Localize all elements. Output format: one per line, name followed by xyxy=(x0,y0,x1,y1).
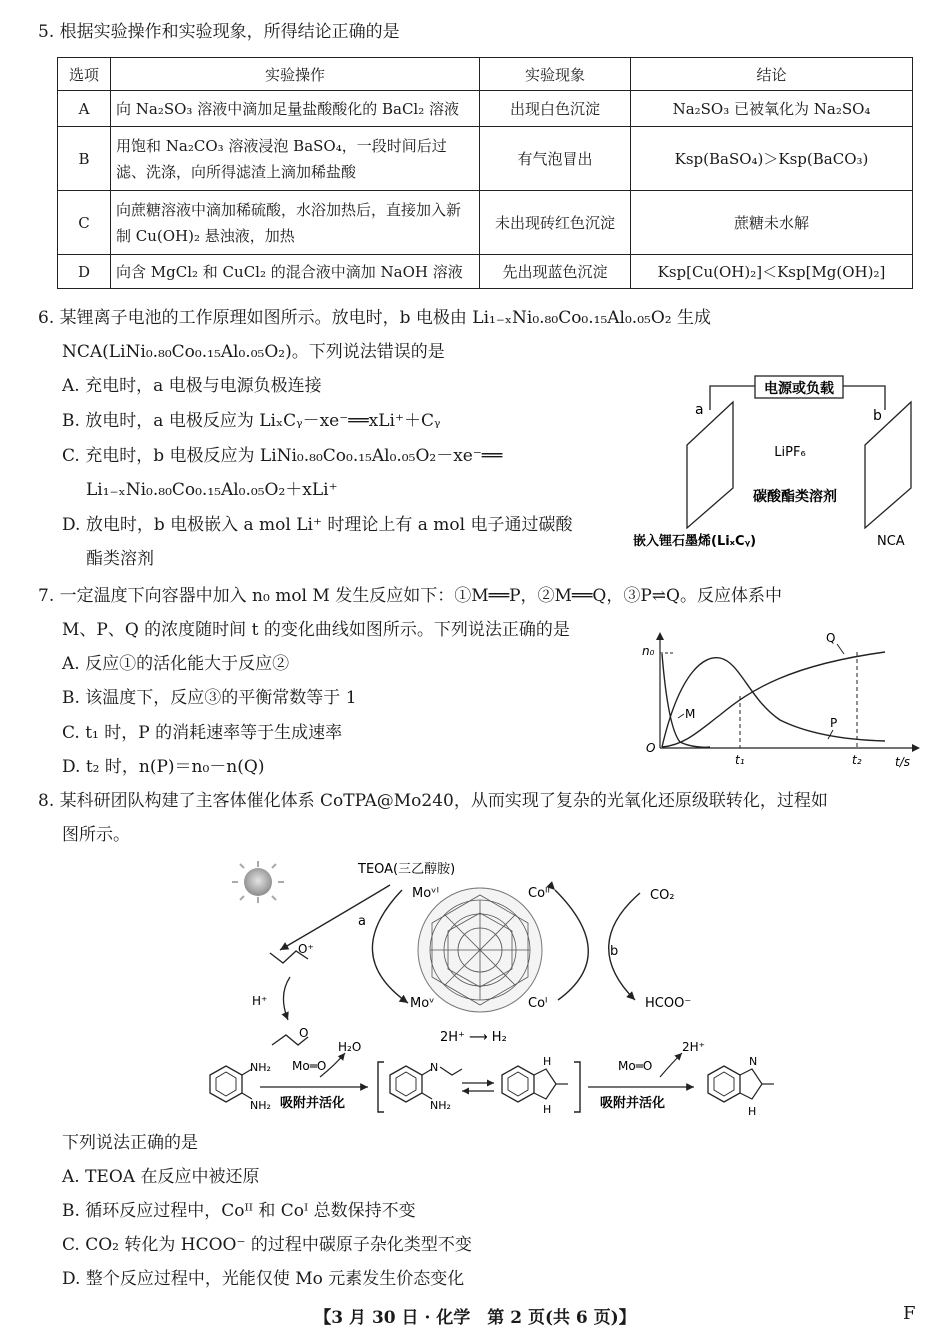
y-axis-label: n₀ xyxy=(642,644,655,658)
q6-option-a: A. 充电时，a 电极与电源负极连接 xyxy=(62,376,322,396)
cycle-a-label: a xyxy=(358,914,366,929)
electrode-a-plate xyxy=(687,402,733,528)
row-operation: 向蔗糖溶液中滴加稀硫酸，水浴加热后，直接加入新制 Cu(OH)₂ 悬浊液，加热 xyxy=(111,191,480,255)
mo5-label: Moᵛ xyxy=(410,996,435,1011)
row-conclusion: Ksp[Cu(OH)₂]＜Ksp[Mg(OH)₂] xyxy=(631,255,913,289)
co1plus-label: Coᴵ xyxy=(528,996,548,1011)
photocatalysis-diagram xyxy=(190,855,790,1125)
adsorb-activate-1-label: 吸附并活化 xyxy=(280,1096,346,1111)
svg-text:N: N xyxy=(749,1055,758,1068)
lipf6-label: LiPF₆ xyxy=(774,445,806,460)
origin-label: O xyxy=(646,741,656,755)
row-phenomenon: 先出现蓝色沉淀 xyxy=(480,255,631,289)
series-p-label: P xyxy=(830,716,838,730)
row-option: C xyxy=(58,191,111,255)
acetaldehyde-molecule xyxy=(272,1026,308,1045)
two-protons-label: 2H⁺ xyxy=(682,1040,705,1054)
tick-t2: t₂ xyxy=(852,753,862,767)
row-conclusion: Na₂SO₃ 已被氧化为 Na₂SO₄ xyxy=(631,91,913,127)
row-conclusion: Ksp(BaSO₄)＞Ksp(BaCO₃) xyxy=(631,127,913,191)
electrode-a-label: a xyxy=(695,402,704,418)
q6-stem-line2: NCA(LiNi₀.₈₀Co₀.₁₅Al₀.₀₅O₂)。下列说法错误的是 xyxy=(62,342,445,362)
q8-stem-line2: 图所示。 xyxy=(62,825,130,845)
nca-label: NCA xyxy=(877,534,905,549)
q8-stem-line1: 8. 某科研团队构建了主客体催化体系 CoTPA@Mo240，从而实现了复杂的光氧化还原级联转化，过程如 xyxy=(38,791,828,811)
solvent-label: 碳酸酯类溶剂 xyxy=(753,489,837,505)
page-footer: 【3 月 30 日 · 化学 第 2 页(共 6 页)】 xyxy=(314,1308,636,1328)
q8-option-d: D. 整个反应过程中，光能仅使 Mo 元素发生价态变化 xyxy=(62,1269,465,1289)
q7-stem-line2: M、P、Q 的浓度随时间 t 的变化曲线如图所示。下列说法正确的是 xyxy=(62,620,570,640)
table-header-row xyxy=(58,58,913,91)
header-phenomenon: 实验现象 xyxy=(480,58,631,91)
q6-option-b: B. 放电时，a 电极反应为 LiₓCᵧ－xe⁻══xLi⁺＋Cᵧ xyxy=(62,411,441,431)
mo240-cluster-icon xyxy=(418,888,542,1012)
q6-option-d-line1: D. 放电时，b 电极嵌入 a mol Li⁺ 时理论上有 a mol 电子通过碳酸 xyxy=(62,515,573,535)
header-conclusion: 结论 xyxy=(631,58,913,91)
table-row xyxy=(58,127,913,191)
svg-text:H: H xyxy=(543,1055,552,1068)
q8-option-a: A. TEOA 在反应中被还原 xyxy=(62,1167,260,1187)
table-row xyxy=(58,91,913,127)
electrode-b-plate xyxy=(865,402,911,528)
q7-option-b: B. 该温度下，反应③的平衡常数等于 1 xyxy=(62,688,357,708)
row-phenomenon: 有气泡冒出 xyxy=(480,127,631,191)
adsorb-activate-2-label: 吸附并活化 xyxy=(600,1096,666,1111)
sun-icon xyxy=(232,861,284,903)
q8-option-c: C. CO₂ 转化为 HCOO⁻ 的过程中碳原子杂化类型不变 xyxy=(62,1235,472,1255)
co2plus-label: Coᴵᴵ xyxy=(528,886,550,901)
mo-oxo-1-label: Mo═O xyxy=(292,1059,327,1073)
q6-option-c-line2: Li₁₋ₓNi₀.₈₀Co₀.₁₅Al₀.₀₅O₂＋xLi⁺ xyxy=(86,480,338,500)
power-load-label: 电源或负载 xyxy=(764,381,834,397)
imine-intermediate xyxy=(390,1061,462,1112)
x-axis-label: t/s xyxy=(895,755,910,769)
svg-text:H: H xyxy=(748,1105,757,1118)
row-operation: 用饱和 Na₂CO₃ 溶液浸泡 BaSO₄，一段时间后过滤、洗涤，向所得滤渣上滴加稀盐酸 xyxy=(111,127,480,191)
svg-text:O⁺: O⁺ xyxy=(298,942,314,956)
series-q-line xyxy=(662,652,885,747)
paper-version-letter: F xyxy=(903,1303,916,1324)
table-row xyxy=(58,255,913,289)
q6-stem-line1: 6. 某锂离子电池的工作原理如图所示。放电时，b 电极由 Li₁₋ₓNi₀.₈₀Co₀.₁₅Al₀.₀₅O₂ 生成 xyxy=(38,308,712,328)
row-option: B xyxy=(58,127,111,191)
q7-option-c: C. t₁ 时，P 的消耗速率等于生成速率 xyxy=(62,723,343,743)
water-label: H₂O xyxy=(338,1040,362,1054)
row-conclusion: 蔗糖未水解 xyxy=(631,191,913,255)
tick-t1: t₁ xyxy=(735,753,745,767)
q6-option-d-line2: 酯类溶剂 xyxy=(86,549,154,569)
teoa-label: TEOA(三乙醇胺) xyxy=(358,862,456,877)
svg-text:NH₂: NH₂ xyxy=(430,1099,451,1112)
row-option: A xyxy=(58,91,111,127)
series-m-line xyxy=(662,654,710,747)
proton-label: H⁺ xyxy=(252,994,268,1008)
header-option: 选项 xyxy=(58,58,111,91)
q7-stem-line1: 7. 一定温度下向容器中加入 n₀ mol M 发生反应如下：①M══P，②M══Q，③P⇌Q。反应体系中 xyxy=(38,586,782,606)
h2-evolution-label: 2H⁺ ⟶ H₂ xyxy=(440,1030,507,1045)
co2-label: CO₂ xyxy=(650,888,675,903)
cycle-b-label: b xyxy=(610,944,619,959)
table-row xyxy=(58,191,913,255)
row-phenomenon: 出现白色沉淀 xyxy=(480,91,631,127)
oxonium-intermediate xyxy=(270,942,314,963)
row-phenomenon: 未出现砖红色沉淀 xyxy=(480,191,631,255)
mo-oxo-2-label: Mo═O xyxy=(618,1059,653,1073)
q6-option-c-line1: C. 充电时，b 电极反应为 LiNi₀.₈₀Co₀.₁₅Al₀.₀₅O₂－xe⁻══ xyxy=(62,446,503,466)
concentration-chart xyxy=(640,630,920,775)
svg-text:NH₂: NH₂ xyxy=(250,1061,271,1074)
row-operation: 向 Na₂SO₃ 溶液中滴加足量盐酸酸化的 BaCl₂ 溶液 xyxy=(111,91,480,127)
q8-option-b: B. 循环反应过程中，Coᴵᴵ 和 Coᴵ 总数保持不变 xyxy=(62,1201,416,1221)
electrode-b-label: b xyxy=(873,408,882,424)
q7-option-a: A. 反应①的活化能大于反应② xyxy=(62,654,290,674)
mo6-label: Moᵛᴵ xyxy=(412,886,440,901)
benzimidazoline-intermediate xyxy=(502,1055,568,1116)
battery-diagram xyxy=(625,370,925,555)
series-m-label: M xyxy=(685,707,696,721)
benzimidazole-product xyxy=(708,1055,774,1118)
graphene-label: 嵌入锂石墨烯(LiₓCᵧ) xyxy=(633,534,757,549)
header-operation: 实验操作 xyxy=(111,58,480,91)
svg-text:O: O xyxy=(299,1026,309,1040)
svg-text:H: H xyxy=(543,1103,552,1116)
q5-table xyxy=(57,57,913,289)
formate-label: HCOO⁻ xyxy=(645,996,692,1011)
svg-text:NH₂: NH₂ xyxy=(250,1099,271,1112)
q5-stem: 5. 根据实验操作和实验现象，所得结论正确的是 xyxy=(38,22,400,42)
q8-ask: 下列说法正确的是 xyxy=(62,1133,198,1153)
svg-text:N: N xyxy=(430,1061,439,1074)
row-operation: 向含 MgCl₂ 和 CuCl₂ 的混合液中滴加 NaOH 溶液 xyxy=(111,255,480,289)
row-option: D xyxy=(58,255,111,289)
q7-option-d: D. t₂ 时，n(P)＝n₀－n(Q) xyxy=(62,757,265,777)
series-q-label: Q xyxy=(826,631,836,645)
